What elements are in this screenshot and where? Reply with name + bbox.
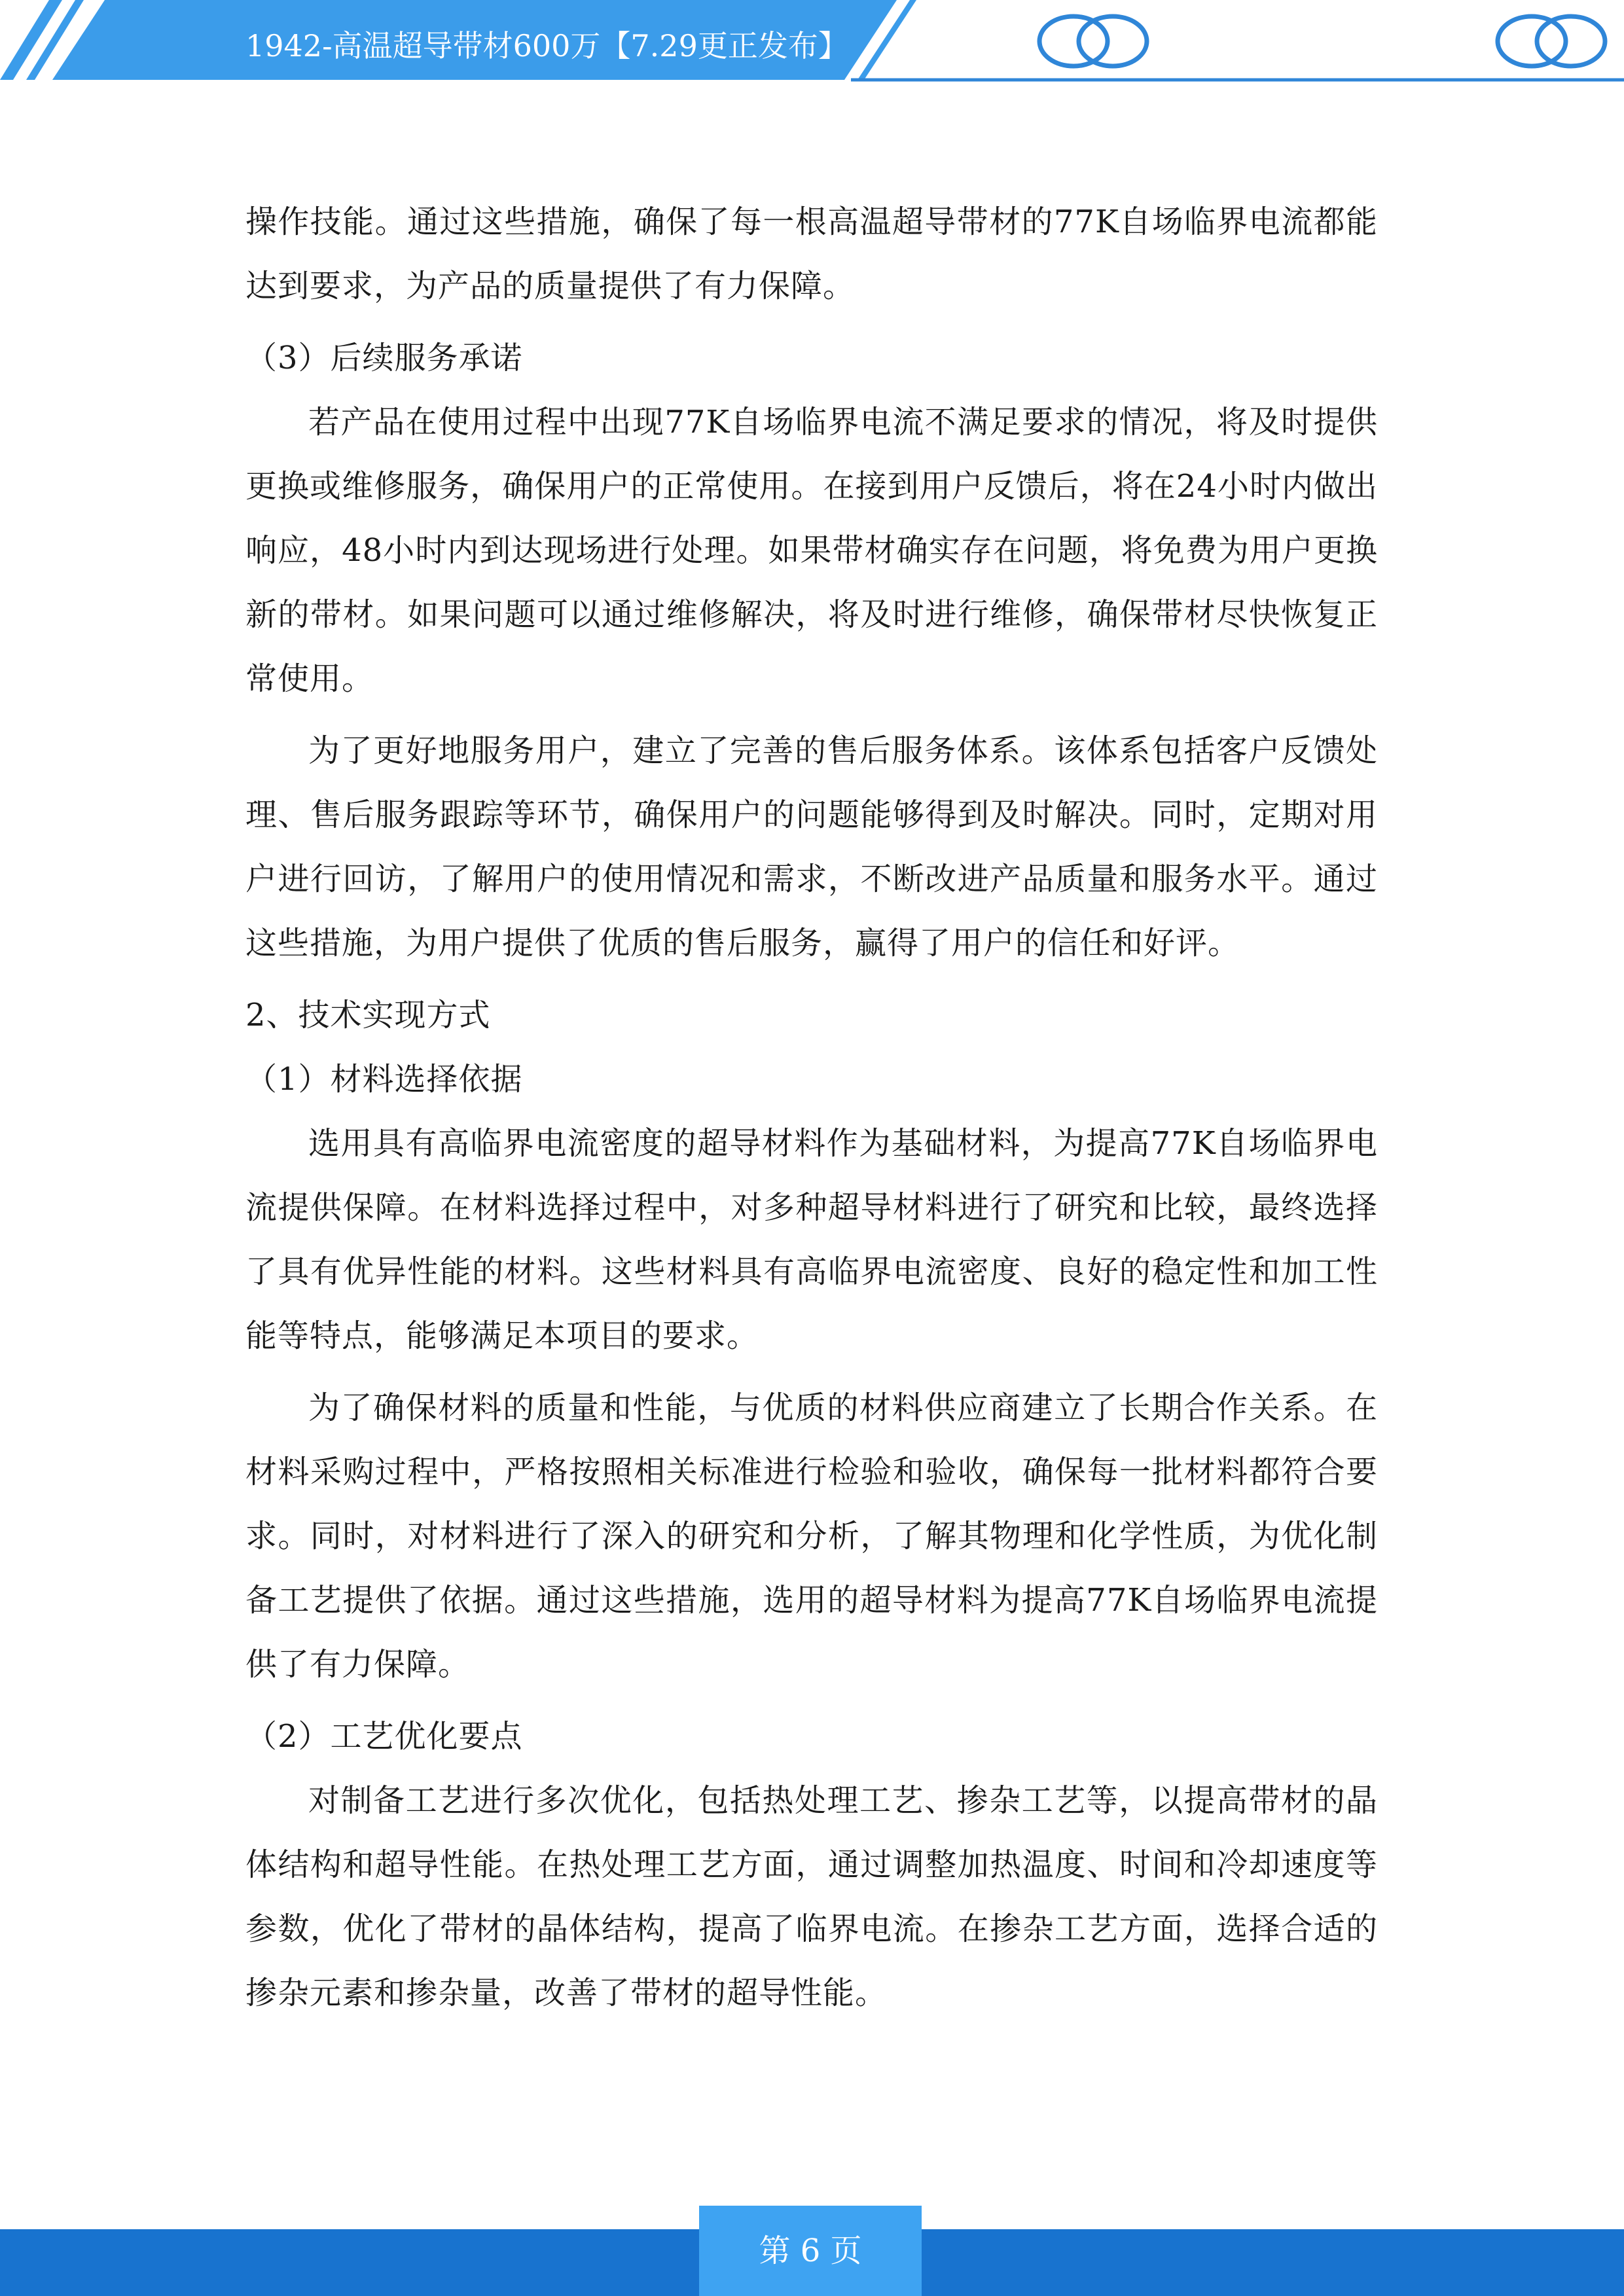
ring-logo-left-b bbox=[1079, 16, 1147, 66]
paragraph-continued: 操作技能。通过这些措施，确保了每一根高温超导带材的77K自场临界电流都能达到要求，为产品的质量提供了有力保障。 bbox=[245, 204, 1378, 304]
paragraph-process-optimization: 对制备工艺进行多次优化，包括热处理工艺、掺杂工艺等，以提高带材的晶体结构和超导性能。在热处理工艺方面，通过调整加热温度、时间和冷却速度等参数，优化了带材的晶体结构，提高了临界电流。在掺杂工艺方面，选择合适的掺杂元素和掺杂量，改善了带材的超导性能。 bbox=[245, 1782, 1378, 2011]
ring-logo-left-a bbox=[1039, 16, 1108, 66]
paragraph-service-system: 为了更好地服务用户，建立了完善的售后服务体系。该体系包括客户反馈处理、售后服务跟踪等环节，确保用户的问题能够得到及时解决。同时，定期对用户进行回访，了解用户的使用情况和需求，不断改进产品质量和服务水平。通过这些措施，为用户提供了优质的售后服务，赢得了用户的信任和好评。 bbox=[245, 732, 1378, 961]
page-number: 第 6 页 bbox=[699, 2206, 922, 2296]
ring-logo-right-b bbox=[1537, 16, 1605, 66]
section-heading-tech: 2、技术实现方式 bbox=[245, 997, 491, 1033]
section-heading-service: （3）后续服务承诺 bbox=[245, 340, 523, 376]
header-title: 1942-高温超导带材600万【7.29更正发布】 bbox=[245, 28, 848, 63]
section-heading-material: （1）材料选择依据 bbox=[245, 1061, 523, 1098]
paragraph-material-supply: 为了确保材料的质量和性能，与优质的材料供应商建立了长期合作关系。在材料采购过程中，严格按照相关标准进行检验和验收，确保每一批材料都符合要求。同时，对材料进行了深入的研究和分析，了解其物理和化学性质，为优化制备工艺提供了依据。通过这些措施，选用的超导材料为提高77K自场临界电流提供了有力保障。 bbox=[245, 1390, 1378, 1683]
document-body bbox=[245, 190, 1378, 2033]
paragraph-material-basis: 选用具有高临界电流密度的超导材料作为基础材料，为提高77K自场临界电流提供保障。在材料选择过程中，对多种超导材料进行了研究和比较，最终选择了具有优异性能的材料。这些材料具有高临界电流密度、良好的稳定性和加工性能等特点，能够满足本项目的要求。 bbox=[245, 1125, 1378, 1354]
section-heading-process: （2）工艺优化要点 bbox=[245, 1718, 523, 1755]
ring-logo-right-a bbox=[1498, 16, 1566, 66]
paragraph-service-response: 若产品在使用过程中出现77K自场临界电流不满足要求的情况，将及时提供更换或维修服务，确保用户的正常使用。在接到用户反馈后，将在24小时内做出响应，48小时内到达现场进行处理。如果带材确实存在问题，将免费为用户更换新的带材。如果问题可以通过维修解决，将及时进行维修，确保带材尽快恢复正常使用。 bbox=[245, 404, 1378, 697]
